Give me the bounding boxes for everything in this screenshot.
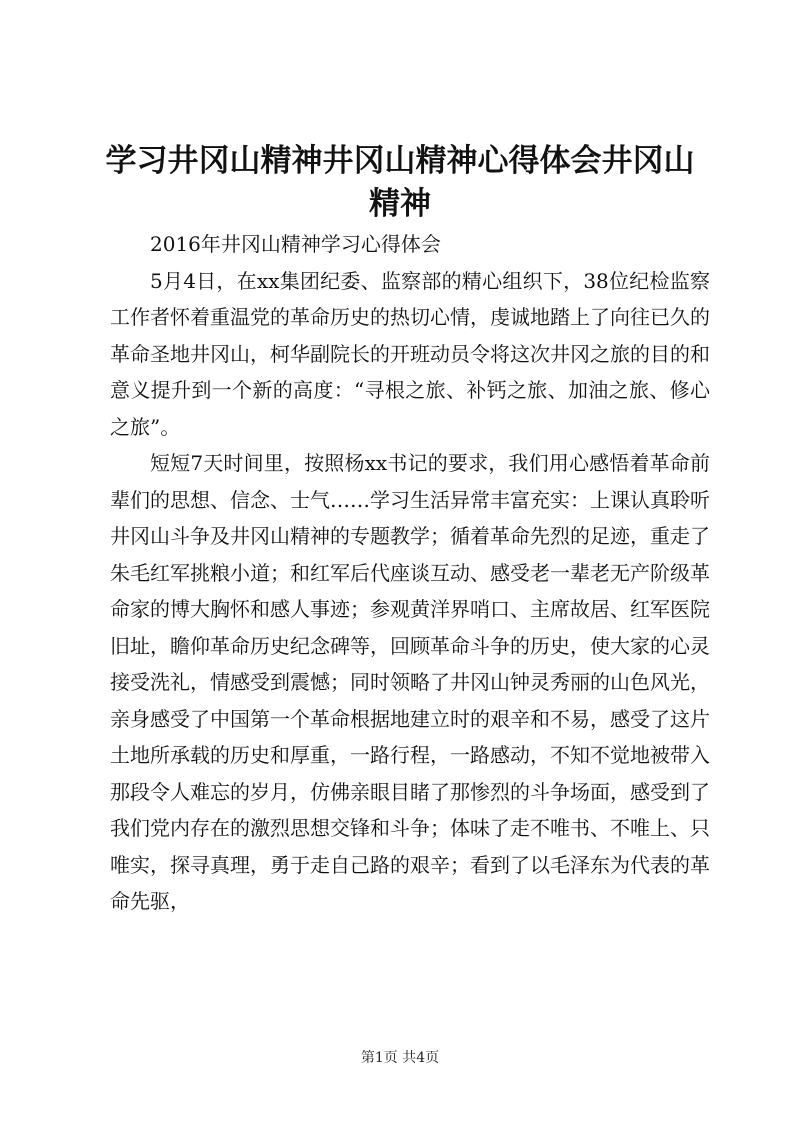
paragraph-subtitle: 2016年井冈山精神学习心得体会 [150, 232, 441, 256]
paragraph-1: 5月4日，在xx集团纪委、监察部的精心组织下，38位纪检监察工作者怀着重温党的革命历史的热切心情，虔诚地踏上了向往已久的革命圣地井冈山，柯华副院长的开班动员令将这次井冈之旅的目的和意义提升到一个新的高度：“寻根之旅、补钙之旅、加油之旅、修心之旅”。 [110, 268, 710, 439]
document-title: 学习井冈山精神井冈山精神心得体会井冈山精神 [105, 143, 695, 222]
document-body [110, 226, 710, 920]
paragraph-2: 短短7天时间里，按照杨xx书记的要求，我们用心感悟着革命前辈们的思想、信念、士气……学习生活异常丰富充实：上课认真聆听井冈山斗争及井冈山精神的专题教学；循着革命先烈的足迹，重走了朱毛红军挑粮小道；和红军后代座谈互动、感受老一辈老无产阶级革命家的博大胸怀和感人事迹；参观黄洋界哨口、主席故居、红军医院旧址，瞻仰革命历史纪念碑等，回顾革命斗争的历史，使大家的心灵接受洗礼，情感受到震憾；同时领略了井冈山钟灵秀丽的山色风光，亲身感受了中国第一个革命根据地建立时的艰辛和不易，感受了这片土地所承载的历史和厚重，一路行程，一路感动，不知不觉地被带入那段令人难忘的岁月，仿佛亲眼目睹了那惨烈的斗争场面，感受到了我们党内存在的激烈思想交锋和斗争；体味了走不唯书、不唯上、只唯实，探寻真理，勇于走自己路的艰辛；看到了以毛泽东为代表的革命先驱， [110, 451, 710, 913]
page-number-footer: 第1页 共4页 [360, 1050, 440, 1066]
